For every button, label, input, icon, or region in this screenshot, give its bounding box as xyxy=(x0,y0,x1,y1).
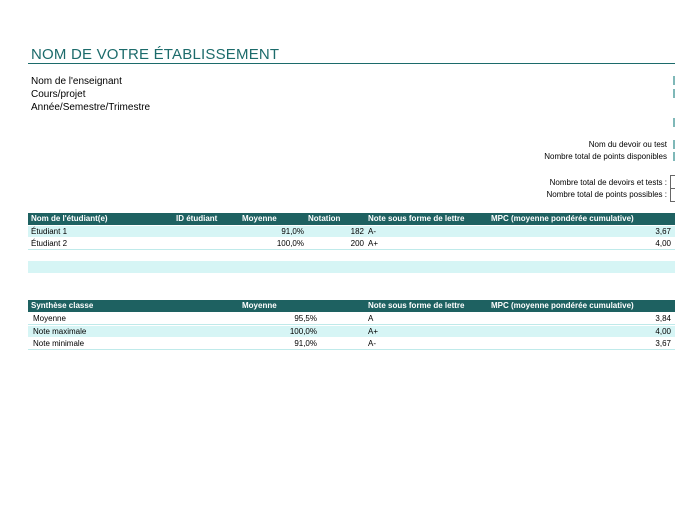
possible-points-label: Nombre total de points possibles : xyxy=(546,190,667,199)
summary-table-header xyxy=(28,300,675,312)
col-letter-grade: Note sous forme de lettre xyxy=(368,214,465,223)
col-summary-letter-grade: Note sous forme de lettre xyxy=(368,301,465,310)
assignment-name-label: Nom du devoir ou test xyxy=(588,140,667,149)
term-label: Année/Semestre/Trimestre xyxy=(31,102,151,113)
summary-label-cell: Note maximale xyxy=(33,327,87,336)
available-points-label: Nombre total de points disponibles xyxy=(544,152,667,161)
summary-average-cell[interactable]: 91,0% xyxy=(294,339,317,348)
students-table-header xyxy=(28,213,675,225)
table-row[interactable] xyxy=(28,238,675,250)
summary-letter-cell[interactable]: A- xyxy=(368,339,376,348)
table-row[interactable] xyxy=(28,226,675,237)
col-student-name: Nom de l'étudiant(e) xyxy=(31,214,108,223)
col-class-summary: Synthèse classe xyxy=(31,301,94,310)
table-total-row[interactable] xyxy=(28,261,675,273)
title-divider xyxy=(28,63,675,64)
score-cell[interactable]: 182 xyxy=(350,227,364,236)
col-average: Moyenne xyxy=(242,214,277,223)
average-cell[interactable]: 91,0% xyxy=(281,227,304,236)
teacher-name-label: Nom de l'enseignant xyxy=(31,76,122,87)
assignment-count-label: Nombre total de devoirs et tests : xyxy=(549,178,667,187)
summary-label-cell: Note minimale xyxy=(33,339,85,348)
col-summary-gpa: MPC (moyenne pondérée cumulative) xyxy=(491,301,634,310)
summary-letter-cell[interactable]: A+ xyxy=(368,327,379,336)
average-cell[interactable]: 100,0% xyxy=(276,239,304,248)
summary-row[interactable] xyxy=(28,313,675,325)
summary-average-cell[interactable]: 100,0% xyxy=(289,327,317,336)
summary-letter-cell[interactable]: A xyxy=(368,314,374,323)
possible-points-cell[interactable] xyxy=(670,188,675,202)
summary-row[interactable] xyxy=(28,326,675,337)
summary-gpa-cell[interactable]: 3,84 xyxy=(655,314,671,323)
col-score: Notation xyxy=(308,214,341,223)
letter-grade-cell[interactable]: A+ xyxy=(368,239,379,248)
gpa-cell[interactable]: 4,00 xyxy=(655,239,671,248)
col-gpa: MPC (moyenne pondérée cumulative) xyxy=(491,214,634,223)
student-name-cell[interactable]: Étudiant 1 xyxy=(31,227,68,236)
score-cell[interactable]: 200 xyxy=(350,239,364,248)
student-name-cell[interactable]: Étudiant 2 xyxy=(31,239,68,248)
summary-gpa-cell[interactable]: 4,00 xyxy=(655,327,671,336)
course-label: Cours/projet xyxy=(31,89,86,100)
letter-grade-cell[interactable]: A- xyxy=(368,227,376,236)
summary-gpa-cell[interactable]: 3,67 xyxy=(655,339,671,348)
summary-label-cell: Moyenne xyxy=(33,314,66,323)
col-summary-average: Moyenne xyxy=(242,301,277,310)
page-title: NOM DE VOTRE ÉTABLISSEMENT xyxy=(31,46,280,63)
col-student-id: ID étudiant xyxy=(176,214,218,223)
summary-row[interactable] xyxy=(28,338,675,350)
assignment-count-cell[interactable] xyxy=(670,175,675,189)
gpa-cell[interactable]: 3,67 xyxy=(655,227,671,236)
summary-average-cell[interactable]: 95,5% xyxy=(294,314,317,323)
